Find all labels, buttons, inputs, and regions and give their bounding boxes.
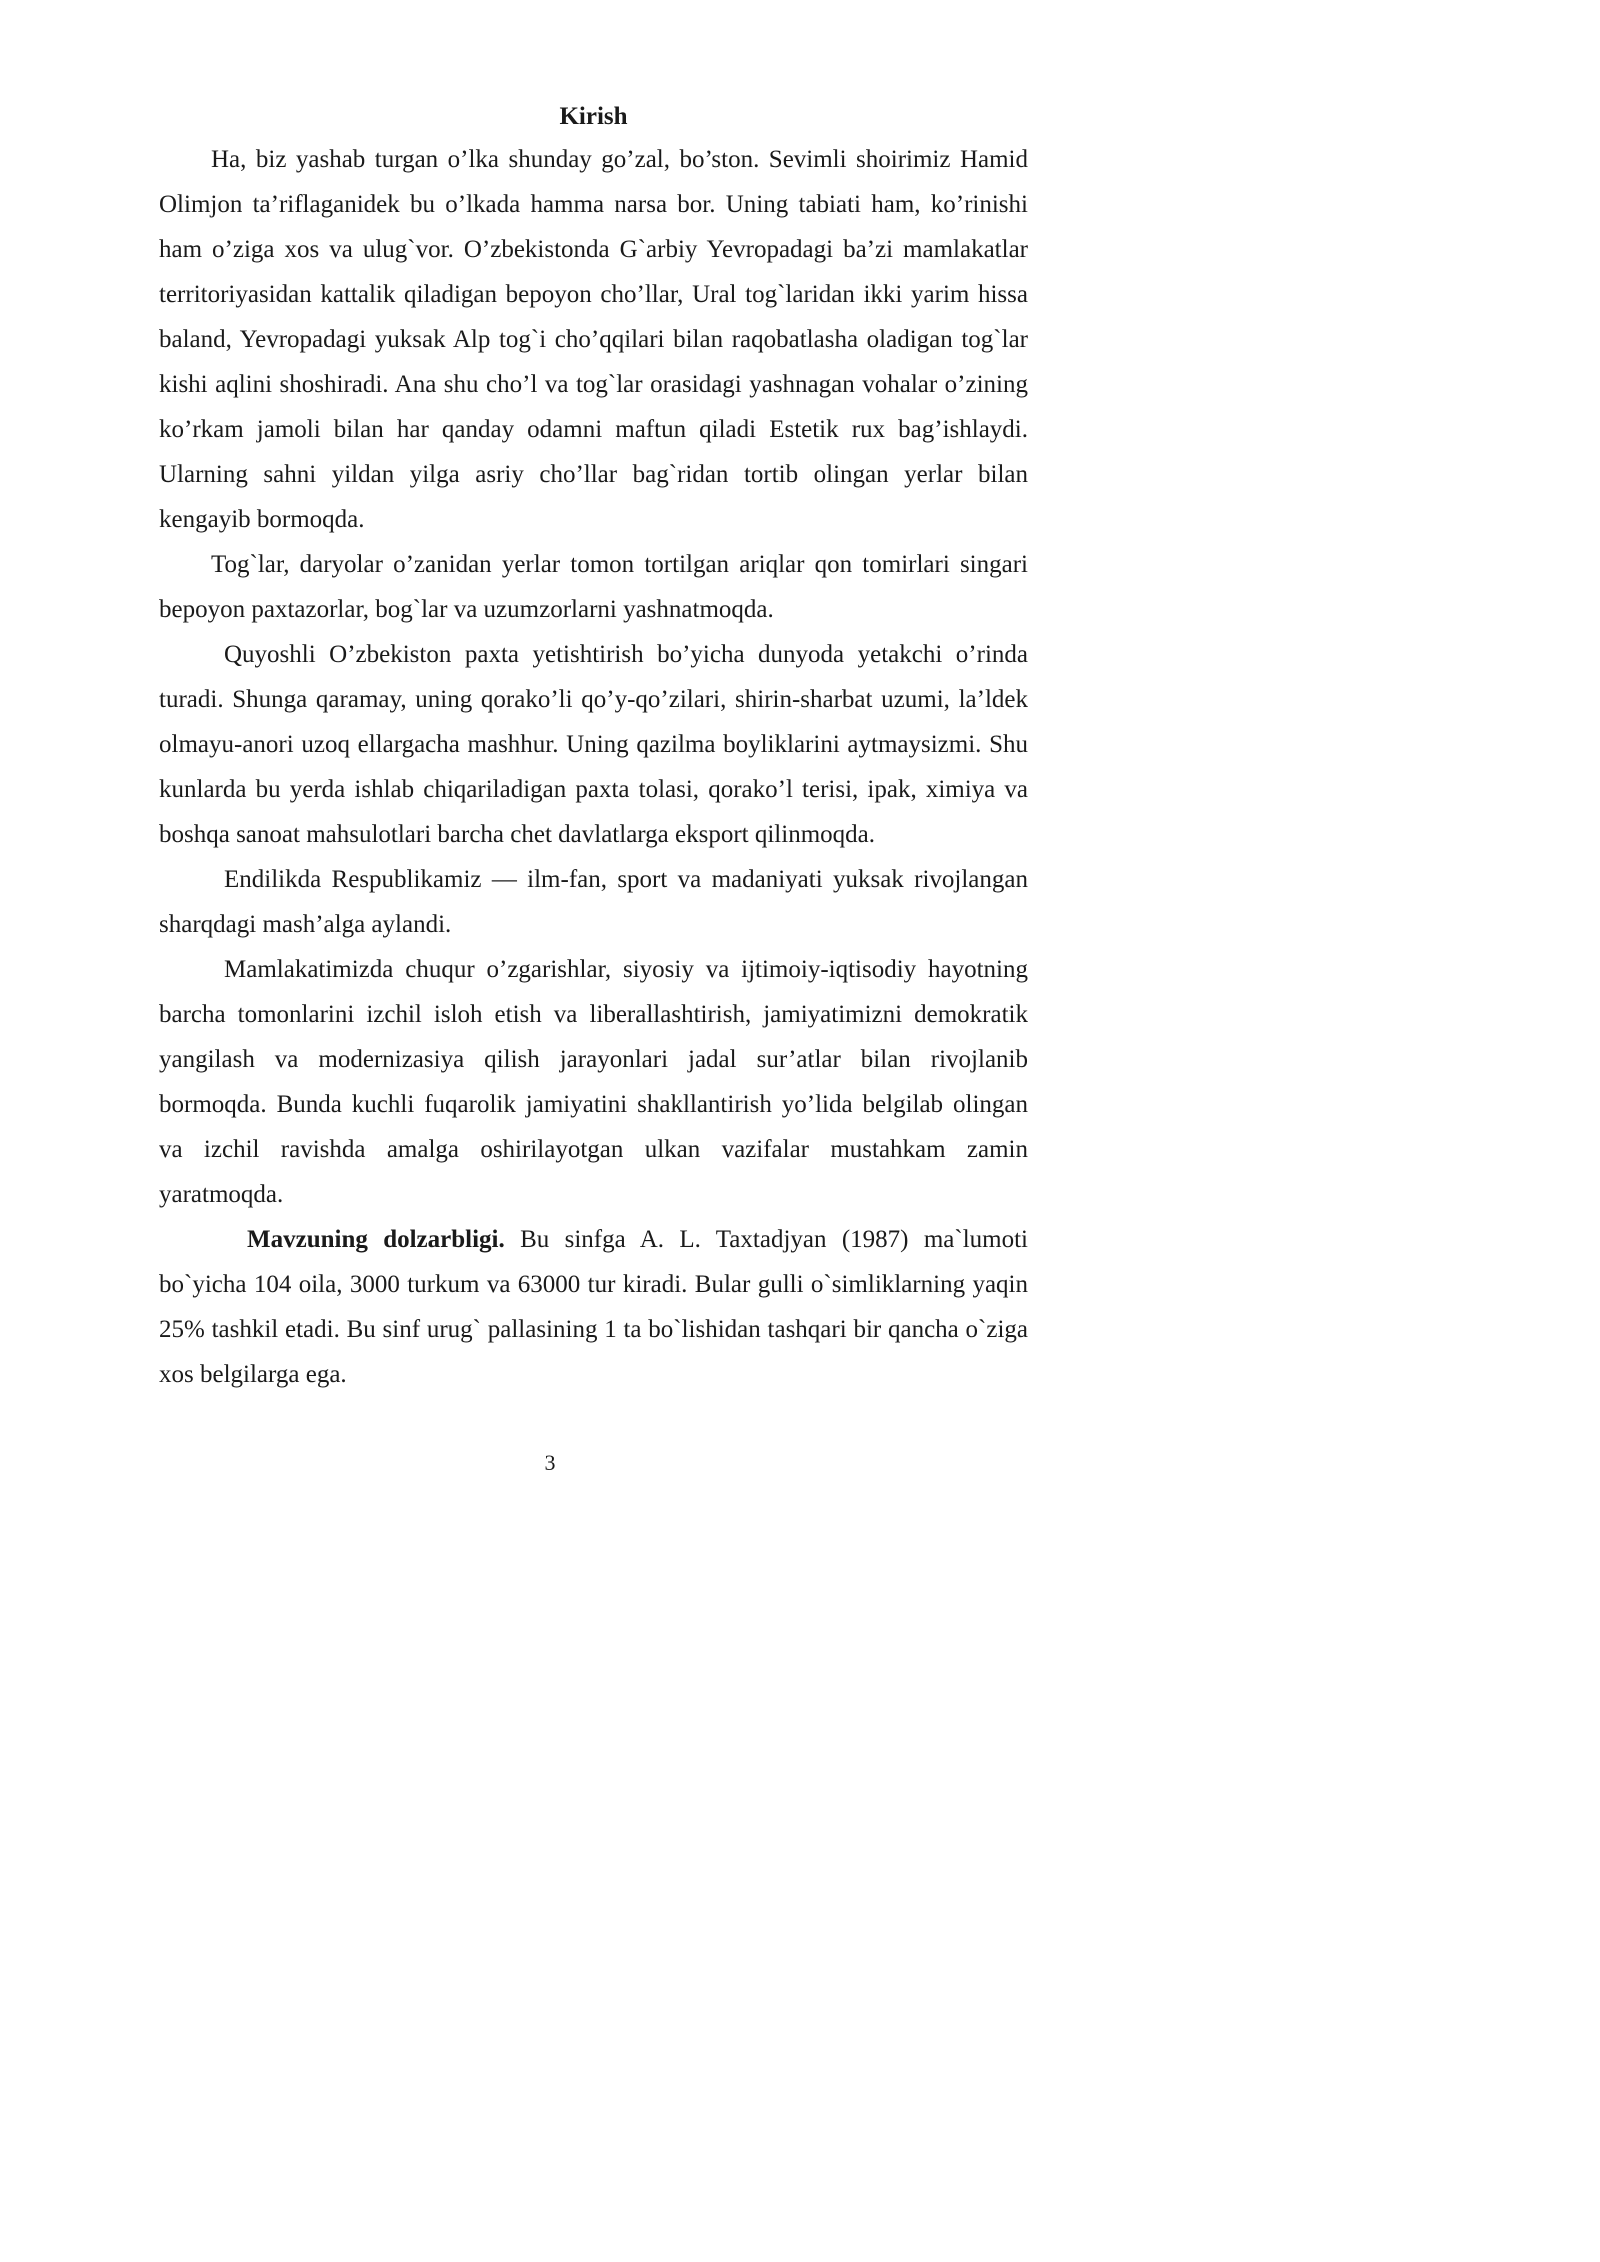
paragraph-relevance (159, 1217, 1028, 1397)
document-page (0, 0, 1100, 1555)
paragraph-reforms: Mamlakatimizda chuqur o’zgarishlar, siyosiy va ijtimoiy-iqtisodiy hayotning barcha tomonlarini izchil isloh etish va liberallashtirish, jamiyatimizni demokratik yangilash va modernizasiya qilish jarayonlari jadal sur’atlar bilan rivojlanib bormoqda. Bunda kuchli fuqarolik jamiyatini shakllantirish yo’lida belgilab olingan va izchil ravishda amalga oshirilayotgan ulkan vazifalar mustahkam zamin yaratmoqda. (159, 956, 1028, 1208)
paragraph-cotton: Quyoshli O’zbekiston paxta yetishtirish bo’yicha dunyoda yetakchi o’rinda turadi. Shunga qaramay, uning qorako’li qo’y-qo’zilari, shirin-sharbat uzumi, la’ldek olmayu-anori uzoq ellargacha mashhur. Uning qazilma boyliklarini aytmaysizmi. Shu kunlarda bu yerda ishlab chiqariladigan paxta tolasi, qorako’l terisi, ipak, ximiya va boshqa sanoat mahsulotlari barcha chet davlatlarga eksport qilinmoqda. (159, 641, 1028, 848)
document-body (159, 97, 1028, 1397)
section-title: Kirish (559, 103, 628, 130)
relevance-text: Bu sinfga A. L. Taxtadjyan (1987) ma`lumoti bo`yicha 104 oila, 3000 turkum va 63000 tur kiradi. Bular gulli o`simliklarning yaqin 25% tashkil etadi. Bu sinf urug` pallasining 1 ta bo`lishidan tashqari bir qancha o`ziga xos belgilarga ega. (159, 1226, 1028, 1388)
paragraph-republic: Endilikda Respublikamiz — ilm-fan, sport va madaniyati yuksak rivojlangan sharqdagi mash’alga aylandi. (159, 866, 1028, 938)
relevance-heading: Mavzuning dolzarbligi. (247, 1226, 505, 1253)
paragraph-mountains-rivers: Tog`lar, daryolar o’zanidan yerlar tomon tortilgan ariqlar qon tomirlari singari bepoyon paxtazorlar, bog`lar va uzumzorlarni yashnatmoqda. (159, 551, 1028, 623)
paragraph-intro: Ha, biz yashab turgan o’lka shunday go’zal, bo’ston. Sevimli shoirimiz Hamid Olimjon ta’riflaganidek bu o’lkada hamma narsa bor. Uning tabiati ham, ko’rinishi ham o’ziga xos va ulug`vor. O’zbekistonda G`arbiy Yevropadagi ba’zi mamlakatlar territoriyasidan kattalik qiladigan bepoyon cho’llar, Ural tog`laridan ikki yarim hissa baland, Yevropadagi yuksak Alp tog`i cho’qqilari bilan raqobatlasha oladigan tog`lar kishi aqlini shoshiradi. Ana shu cho’l va tog`lar orasidagi yashnagan vohalar o’zining ko’rkam jamoli bilan har qanday odamni maftun qiladi Estetik rux bag’ishlaydi. Ularning sahni yildan yilga asriy cho’llar bag`ridan tortib olingan yerlar bilan kengayib bormoqda. (159, 146, 1028, 533)
page-number: 3 (544, 1450, 556, 1475)
